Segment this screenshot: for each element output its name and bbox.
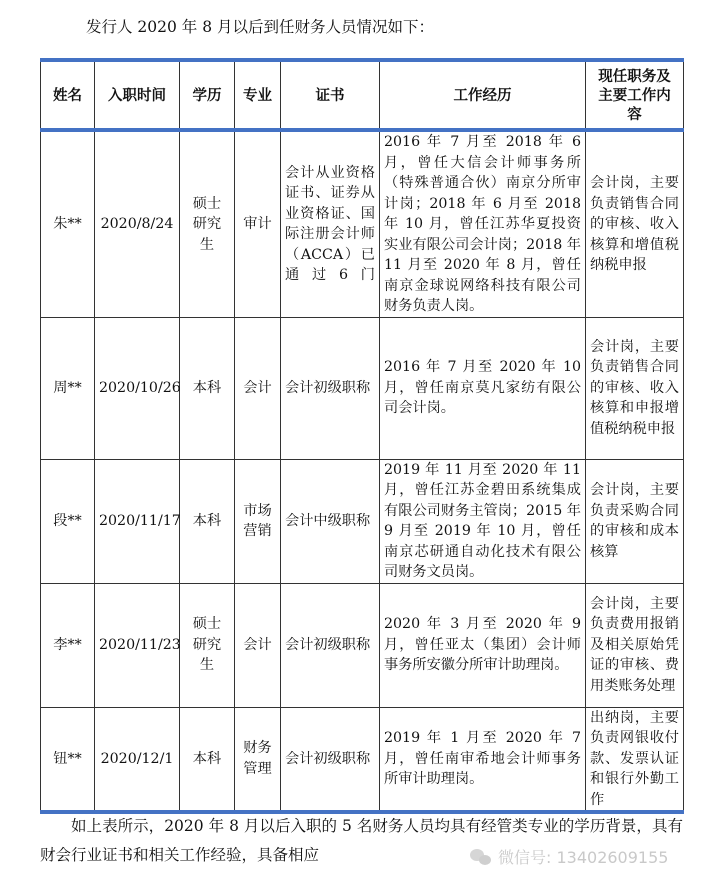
cell-education: 硕士研究生 xyxy=(180,583,235,707)
cell-duty: 会计岗，主要负责采购合同的审核和成本核算 xyxy=(586,459,684,583)
cell-major: 审计 xyxy=(235,130,281,317)
header-name: 姓名 xyxy=(41,60,95,130)
cell-major: 会计 xyxy=(235,583,281,707)
cell-education: 硕士研究生 xyxy=(180,130,235,317)
watermark xyxy=(470,845,668,868)
cell-name: 朱** xyxy=(41,130,95,317)
cell-certificate: 会计中级职称 xyxy=(281,459,380,583)
cell-duty: 会计岗，主要负责销售合同的审核、收入核算和增值税纳税申报 xyxy=(586,130,684,317)
intro-paragraph: 发行人 2020 年 8 月以后到任财务人员情况如下： xyxy=(86,18,435,36)
header-date: 入职时间 xyxy=(95,60,180,130)
cell-major: 财务管理 xyxy=(235,707,281,812)
cell-duty: 会计岗，主要负责费用报销及相关原始凭证的审核、费用类账务处理 xyxy=(586,583,684,707)
cell-duty: 出纳岗，主要负责网银收付款、发票认证和银行外勤工作 xyxy=(586,707,684,812)
cell-certificate: 会计初级职称 xyxy=(281,317,380,459)
cell-name: 段** xyxy=(41,459,95,583)
cell-education: 本科 xyxy=(180,459,235,583)
cell-date: 2020/10/26 xyxy=(95,317,180,459)
header-duty: 现任职务及主要工作内容 xyxy=(586,60,684,130)
table-row xyxy=(41,130,684,317)
table-row xyxy=(41,459,684,583)
cell-date: 2020/12/1 xyxy=(95,707,180,812)
header-certificate: 证书 xyxy=(281,60,380,130)
cell-date: 2020/8/24 xyxy=(95,130,180,317)
cell-date: 2020/11/17 xyxy=(95,459,180,583)
cell-date: 2020/11/23 xyxy=(95,583,180,707)
wechat-icon xyxy=(470,848,492,866)
cell-major: 会计 xyxy=(235,317,281,459)
cell-experience: 2019 年 11 月至 2020 年 11 月，曾任江苏金碧田系统集成有限公司财务主管岗；2015 年 9 月至 2019 年 10 月，曾任南京芯研通自动化技术有限公司财务文员岗。 xyxy=(380,459,586,583)
header-experience: 工作经历 xyxy=(380,60,586,130)
table-row xyxy=(41,317,684,459)
header-education: 学历 xyxy=(180,60,235,130)
table-row xyxy=(41,583,684,707)
cell-certificate: 会计初级职称 xyxy=(281,583,380,707)
finance-staff-table xyxy=(40,58,684,814)
cell-experience: 2016 年 7 月至 2020 年 10 月，曾任南京莫凡家纺有限公司会计岗。 xyxy=(380,317,586,459)
cell-name: 周** xyxy=(41,317,95,459)
table-header xyxy=(41,60,684,130)
header-major: 专业 xyxy=(235,60,281,130)
conclusion-paragraph: 如上表所示，2020 年 8 月以后入职的 5 名财务人员均具有经管类专业的学历背景，具有财会行业证书和相关工作经验，具备相应 xyxy=(40,817,683,864)
cell-education: 本科 xyxy=(180,707,235,812)
cell-certificate: 会计初级职称 xyxy=(281,707,380,812)
cell-education: 本科 xyxy=(180,317,235,459)
cell-experience: 2020 年 3 月至 2020 年 9 月，曾任亚太（集团）会计师事务所安徽分所审计助理岗。 xyxy=(380,583,586,707)
cell-duty: 会计岗，主要负责销售合同的审核、收入核算和申报增值税纳税申报 xyxy=(586,317,684,459)
table-row xyxy=(41,707,684,812)
cell-major: 市场营销 xyxy=(235,459,281,583)
cell-certificate: 会计从业资格证书、证券从业资格证、国际注册会计师（ACCA）已通过6门 xyxy=(281,130,380,317)
watermark-label: 微信号: 13402609155 xyxy=(498,848,669,867)
cell-experience: 2016 年 7 月至 2018 年 6 月，曾任大信会计师事务所（特殊普通合伙）南京分所审计岗；2018 年 6 月至 2018 年 10 月，曾任江苏华夏投资实业有限公司会计岗；2018 年 11 月至 2020 年 8 月，曾任南京金球说网络科技有限公司财务负责人岗。 xyxy=(380,130,586,317)
cell-experience: 2019 年 1 月至 2020 年 7 月，曾任南审希地会计师事务所审计助理岗。 xyxy=(380,707,586,812)
cell-name: 李** xyxy=(41,583,95,707)
cell-name: 钮** xyxy=(41,707,95,812)
